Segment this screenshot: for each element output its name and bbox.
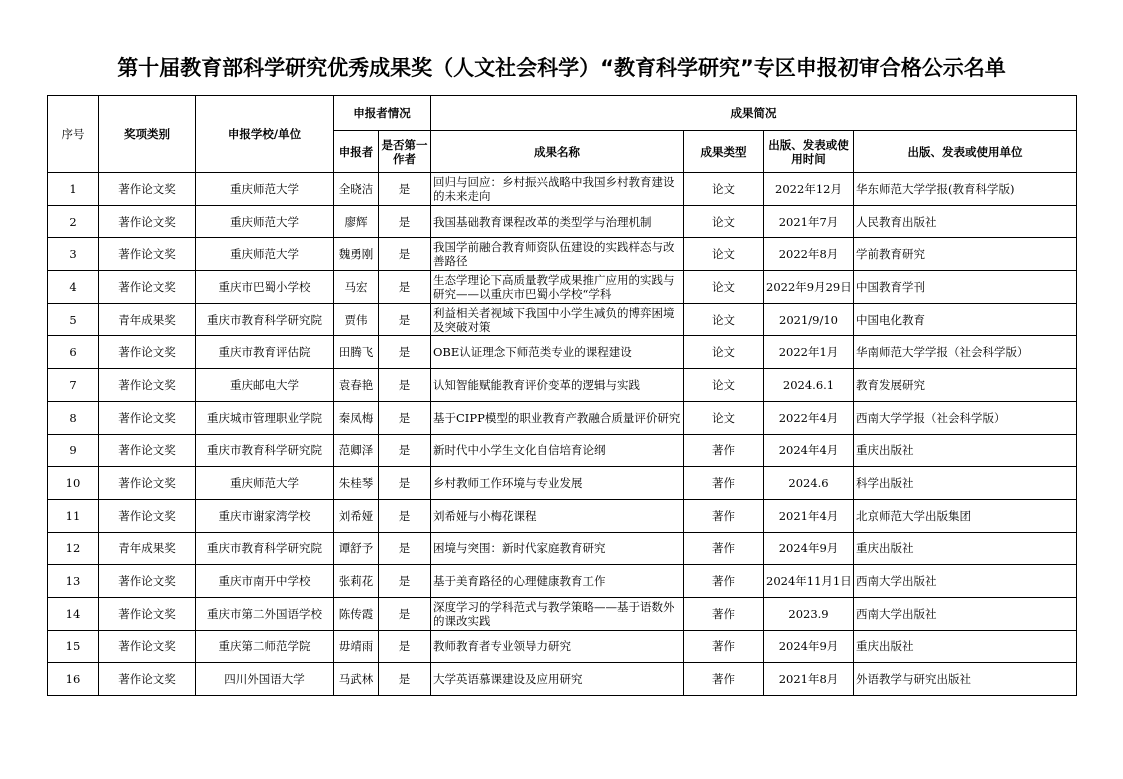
header-first-author: 是否第一作者 [379,131,431,173]
cell-applicant: 范卿泽 [334,434,379,467]
cell-result-type: 论文 [684,205,764,238]
header-pub-unit: 出版、发表或使用单位 [854,131,1077,173]
table-row [48,369,1077,402]
cell-award-type: 著作论文奖 [99,401,196,434]
cell-school: 重庆第二师范学院 [196,630,334,663]
cell-applicant: 马宏 [334,271,379,304]
result-name-text: 我国基础教育课程改革的类型学与治理机制 [433,214,652,229]
cell-result-type: 著作 [684,597,764,630]
cell-first-author: 是 [379,532,431,565]
cell-no: 4 [48,271,99,304]
table-row [48,205,1077,238]
cell-award-type: 著作论文奖 [99,499,196,532]
cell-applicant: 谭舒予 [334,532,379,565]
cell-applicant: 魏勇刚 [334,238,379,271]
table-row [48,630,1077,663]
cell-school: 重庆师范大学 [196,467,334,500]
result-name-text: 教师教育者专业领导力研究 [433,639,571,654]
cell-school: 重庆师范大学 [196,205,334,238]
cell-pub-unit: 重庆出版社 [854,630,1077,663]
table-row [48,401,1077,434]
cell-result-name [431,271,684,304]
cell-result-name [431,434,684,467]
cell-no: 6 [48,336,99,369]
table-row [48,336,1077,369]
cell-first-author: 是 [379,499,431,532]
cell-school: 重庆师范大学 [196,238,334,271]
header-applicant: 申报者 [334,131,379,173]
qualified-list-table [47,95,1077,696]
cell-applicant: 全晓洁 [334,173,379,206]
cell-result-name [431,401,684,434]
cell-pub-time: 2021/9/10 [764,303,854,336]
cell-pub-unit: 外语教学与研究出版社 [854,663,1077,696]
table-row [48,173,1077,206]
cell-result-type: 著作 [684,467,764,500]
cell-pub-unit: 华东师范大学学报(教育科学版) [854,173,1077,206]
cell-pub-time: 2022年9月29日 [764,271,854,304]
cell-first-author: 是 [379,663,431,696]
header-pub-time: 出版、发表或使用时间 [764,131,854,173]
cell-school: 重庆市教育评估院 [196,336,334,369]
cell-no: 13 [48,565,99,598]
cell-result-name [431,369,684,402]
cell-first-author: 是 [379,271,431,304]
result-name-text: 认知智能赋能教育评价变革的逻辑与实践 [433,377,640,392]
cell-result-name [431,565,684,598]
cell-first-author: 是 [379,401,431,434]
cell-school: 重庆邮电大学 [196,369,334,402]
cell-award-type: 著作论文奖 [99,663,196,696]
cell-pub-time: 2022年8月 [764,238,854,271]
cell-first-author: 是 [379,238,431,271]
header-school: 申报学校/单位 [196,96,334,173]
cell-result-name [431,532,684,565]
cell-pub-time: 2021年4月 [764,499,854,532]
cell-pub-unit: 中国教育学刊 [854,271,1077,304]
cell-pub-time: 2024年4月 [764,434,854,467]
cell-award-type: 青年成果奖 [99,303,196,336]
cell-first-author: 是 [379,434,431,467]
result-name-text: 乡村教师工作环境与专业发展 [433,476,583,491]
cell-no: 15 [48,630,99,663]
cell-result-name [431,303,684,336]
header-result-name: 成果名称 [431,131,684,173]
header-result-group: 成果简况 [431,96,1077,131]
cell-applicant: 马武林 [334,663,379,696]
cell-applicant: 刘希娅 [334,499,379,532]
cell-no: 1 [48,173,99,206]
cell-result-type: 著作 [684,532,764,565]
cell-award-type: 青年成果奖 [99,532,196,565]
table-row [48,303,1077,336]
header-no: 序号 [48,96,99,173]
cell-applicant: 廖辉 [334,205,379,238]
cell-pub-unit: 西南大学出版社 [854,597,1077,630]
cell-award-type: 著作论文奖 [99,434,196,467]
cell-applicant: 贾伟 [334,303,379,336]
cell-school: 四川外国语大学 [196,663,334,696]
cell-result-type: 论文 [684,401,764,434]
table-row [48,467,1077,500]
result-name-text: 利益相关者视域下我国中小学生减负的博弈困境及突破对策 [433,305,675,334]
result-name-text: 新时代中小学生文化自信培育论纲 [433,443,606,458]
cell-award-type: 著作论文奖 [99,336,196,369]
cell-result-name [431,238,684,271]
cell-applicant: 陈传霞 [334,597,379,630]
cell-result-name [431,630,684,663]
cell-result-name [431,663,684,696]
cell-result-name [431,467,684,500]
cell-pub-time: 2022年1月 [764,336,854,369]
cell-result-type: 著作 [684,630,764,663]
cell-pub-time: 2022年12月 [764,173,854,206]
cell-no: 10 [48,467,99,500]
cell-award-type: 著作论文奖 [99,597,196,630]
cell-first-author: 是 [379,303,431,336]
cell-award-type: 著作论文奖 [99,205,196,238]
cell-first-author: 是 [379,173,431,206]
cell-pub-unit: 学前教育研究 [854,238,1077,271]
cell-first-author: 是 [379,205,431,238]
result-name-text: 回归与回应：乡村振兴战略中我国乡村教育建设的未来走向 [433,174,675,203]
cell-result-type: 著作 [684,499,764,532]
cell-first-author: 是 [379,630,431,663]
cell-award-type: 著作论文奖 [99,369,196,402]
cell-result-name [431,499,684,532]
cell-no: 2 [48,205,99,238]
table-row [48,565,1077,598]
table-header [48,96,1077,173]
table-row [48,499,1077,532]
cell-result-type: 论文 [684,238,764,271]
cell-result-type: 论文 [684,336,764,369]
cell-award-type: 著作论文奖 [99,565,196,598]
cell-pub-unit: 中国电化教育 [854,303,1077,336]
cell-no: 12 [48,532,99,565]
cell-award-type: 著作论文奖 [99,467,196,500]
cell-result-type: 著作 [684,565,764,598]
table-row [48,238,1077,271]
cell-no: 16 [48,663,99,696]
cell-applicant: 朱桂琴 [334,467,379,500]
cell-result-name [431,173,684,206]
cell-school: 重庆市第二外国语学校 [196,597,334,630]
result-name-text: 深度学习的学科范式与教学策略——基于语数外的课改实践 [433,599,675,628]
cell-pub-time: 2021年8月 [764,663,854,696]
cell-school: 重庆市教育科学研究院 [196,303,334,336]
cell-pub-unit: 西南大学出版社 [854,565,1077,598]
cell-applicant: 田腾飞 [334,336,379,369]
result-name-text: 基于CIPP模型的职业教育产教融合质量评价研究 [433,410,681,425]
result-name-text: 大学英语慕课建设及应用研究 [433,672,583,687]
cell-result-type: 论文 [684,369,764,402]
table-row [48,663,1077,696]
table-body [48,173,1077,696]
cell-pub-time: 2023.9 [764,597,854,630]
cell-pub-unit: 北京师范大学出版集团 [854,499,1077,532]
cell-school: 重庆城市管理职业学院 [196,401,334,434]
cell-pub-unit: 人民教育出版社 [854,205,1077,238]
result-name-text: 生态学理论下高质量教学成果推广应用的实践与研究——以重庆市巴蜀小学校“学科 [433,272,675,301]
cell-pub-unit: 教育发展研究 [854,369,1077,402]
cell-pub-time: 2024.6 [764,467,854,500]
cell-award-type: 著作论文奖 [99,238,196,271]
result-name-text: 刘希娅与小梅花课程 [433,508,537,523]
cell-no: 8 [48,401,99,434]
table-row [48,434,1077,467]
cell-applicant: 秦凤梅 [334,401,379,434]
cell-school: 重庆市南开中学校 [196,565,334,598]
result-name-text: 困境与突围：新时代家庭教育研究 [433,541,606,556]
cell-first-author: 是 [379,597,431,630]
header-result-type: 成果类型 [684,131,764,173]
cell-pub-unit: 重庆出版社 [854,532,1077,565]
cell-first-author: 是 [379,336,431,369]
cell-pub-time: 2024年11月1日 [764,565,854,598]
cell-pub-unit: 科学出版社 [854,467,1077,500]
cell-school: 重庆市教育科学研究院 [196,434,334,467]
cell-award-type: 著作论文奖 [99,630,196,663]
cell-result-name [431,597,684,630]
header-applicant-group: 申报者情况 [334,96,431,131]
cell-pub-time: 2022年4月 [764,401,854,434]
cell-no: 5 [48,303,99,336]
cell-school: 重庆市谢家湾学校 [196,499,334,532]
cell-first-author: 是 [379,565,431,598]
cell-pub-unit: 西南大学学报（社会科学版） [854,401,1077,434]
cell-result-name [431,336,684,369]
cell-pub-unit: 重庆出版社 [854,434,1077,467]
cell-pub-time: 2024年9月 [764,532,854,565]
result-name-text: 我国学前融合教育师资队伍建设的实践样态与改善路径 [433,240,675,269]
cell-first-author: 是 [379,369,431,402]
cell-applicant: 毋靖雨 [334,630,379,663]
cell-no: 14 [48,597,99,630]
cell-pub-unit: 华南师范大学学报（社会科学版） [854,336,1077,369]
table-row [48,532,1077,565]
cell-result-type: 著作 [684,663,764,696]
cell-first-author: 是 [379,467,431,500]
cell-result-type: 论文 [684,303,764,336]
cell-result-type: 著作 [684,434,764,467]
table-row [48,271,1077,304]
cell-pub-time: 2024年9月 [764,630,854,663]
cell-result-type: 论文 [684,173,764,206]
header-award-type: 奖项类别 [99,96,196,173]
cell-applicant: 张莉花 [334,565,379,598]
cell-award-type: 著作论文奖 [99,173,196,206]
cell-no: 3 [48,238,99,271]
cell-award-type: 著作论文奖 [99,271,196,304]
cell-applicant: 袁春艳 [334,369,379,402]
cell-school: 重庆市巴蜀小学校 [196,271,334,304]
cell-no: 11 [48,499,99,532]
cell-result-type: 论文 [684,271,764,304]
table-row [48,597,1077,630]
cell-school: 重庆师范大学 [196,173,334,206]
document-title: 第十届教育部科学研究优秀成果奖（人文社会科学）“教育科学研究”专区申报初审合格公示名单 [117,56,1006,80]
cell-result-name [431,205,684,238]
result-name-text: OBE认证理念下师范类专业的课程建设 [433,345,632,360]
result-name-text: 基于美育路径的心理健康教育工作 [433,574,606,589]
cell-pub-time: 2024.6.1 [764,369,854,402]
cell-pub-time: 2021年7月 [764,205,854,238]
cell-no: 9 [48,434,99,467]
cell-no: 7 [48,369,99,402]
cell-school: 重庆市教育科学研究院 [196,532,334,565]
